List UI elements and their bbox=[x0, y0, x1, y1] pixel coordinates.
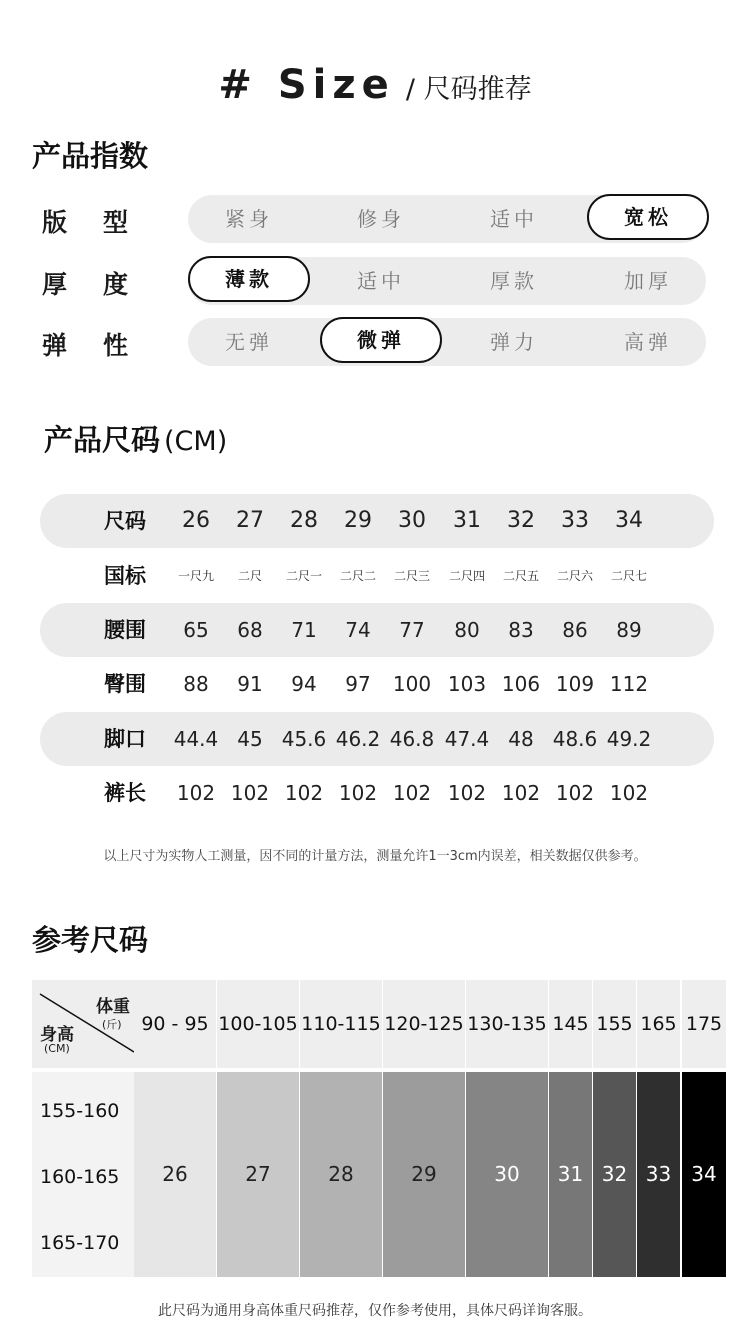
size-cell: 102 bbox=[230, 781, 270, 805]
size-cell: 102 bbox=[176, 781, 216, 805]
size-section-title-text: 产品尺码 bbox=[44, 423, 161, 457]
size-cell: 74 bbox=[345, 618, 371, 642]
height-range-label: 160-165 bbox=[40, 1166, 120, 1188]
size-cell: 二尺二 bbox=[339, 569, 376, 583]
size-cell: 88 bbox=[183, 672, 209, 696]
height-label: 身高 bbox=[40, 1025, 74, 1045]
index-row bbox=[0, 195, 750, 243]
index-option-selected: 薄款 bbox=[188, 256, 310, 302]
size-block-label: 31 bbox=[557, 1162, 584, 1186]
size-cell: 112 bbox=[609, 672, 649, 696]
size-cell: 89 bbox=[616, 618, 642, 642]
size-row-label: 国标 bbox=[104, 564, 146, 588]
size-heading: # Size bbox=[218, 62, 395, 108]
size-cell: 29 bbox=[344, 508, 372, 533]
size-row-label: 脚口 bbox=[104, 727, 146, 751]
size-cell: 45 bbox=[237, 727, 263, 751]
size-cell: 45.6 bbox=[281, 727, 327, 751]
size-row-label: 尺码 bbox=[104, 509, 146, 533]
size-cell: 46.8 bbox=[389, 727, 435, 751]
size-block-label: 28 bbox=[328, 1162, 354, 1186]
weight-header-label: 90 - 95 bbox=[141, 1013, 209, 1035]
weight-header-label: 175 bbox=[685, 1013, 723, 1035]
reference-section-title: 参考尺码 bbox=[32, 923, 149, 957]
index-row bbox=[0, 257, 750, 305]
size-cell: 91 bbox=[237, 672, 263, 696]
index-option: 无弹 bbox=[225, 330, 273, 354]
size-cell: 一尺九 bbox=[177, 569, 214, 583]
size-cell: 34 bbox=[615, 508, 643, 533]
size-row bbox=[40, 549, 714, 603]
size-cell: 83 bbox=[508, 618, 534, 642]
index-option-selected: 宽松 bbox=[587, 194, 709, 240]
size-cell: 102 bbox=[284, 781, 324, 805]
measurement-note: 以上尺寸为实物人工测量，因不同的计量方法，测量允许1一3cm内误差，相关数据仅供参考。 bbox=[103, 849, 647, 864]
size-cell: 30 bbox=[398, 508, 426, 533]
size-section-unit: (CM) bbox=[164, 426, 228, 457]
size-block-label: 32 bbox=[601, 1162, 628, 1186]
size-row-label: 腰围 bbox=[104, 618, 146, 642]
size-cell: 102 bbox=[609, 781, 649, 805]
size-cell: 27 bbox=[236, 508, 264, 533]
index-option-selected: 微弹 bbox=[320, 317, 442, 363]
size-cell: 26 bbox=[182, 508, 210, 533]
size-cell: 46.2 bbox=[335, 727, 381, 751]
size-cell: 49.2 bbox=[606, 727, 652, 751]
size-cell: 109 bbox=[555, 672, 595, 696]
index-option: 修身 bbox=[357, 207, 405, 231]
size-row bbox=[40, 657, 714, 711]
index-row-label: 版型 bbox=[42, 208, 165, 237]
size-cell: 二尺五 bbox=[502, 569, 539, 583]
size-cell: 二尺六 bbox=[556, 569, 593, 583]
size-cell: 44.4 bbox=[173, 727, 219, 751]
weight-unit: (斤) bbox=[102, 1018, 122, 1031]
weight-header-label: 155 bbox=[596, 1013, 633, 1035]
size-row-label: 裤长 bbox=[104, 781, 146, 805]
size-cell: 65 bbox=[183, 618, 209, 642]
size-subheading: / 尺码推荐 bbox=[405, 74, 532, 105]
size-block-label: 34 bbox=[691, 1162, 717, 1186]
size-cell: 94 bbox=[291, 672, 317, 696]
size-cell: 31 bbox=[453, 508, 481, 533]
size-cell: 100 bbox=[392, 672, 432, 696]
height-unit: (CM) bbox=[44, 1042, 70, 1055]
size-block-label: 27 bbox=[245, 1162, 271, 1186]
size-cell: 97 bbox=[345, 672, 371, 696]
size-row bbox=[40, 766, 714, 820]
grid-corner-header bbox=[32, 980, 134, 1068]
weight-header-label: 100-105 bbox=[218, 1013, 298, 1035]
size-cell: 二尺四 bbox=[448, 569, 485, 583]
index-option: 紧身 bbox=[225, 207, 273, 231]
size-cell: 102 bbox=[338, 781, 378, 805]
size-block-label: 29 bbox=[411, 1162, 437, 1186]
size-cell: 48.6 bbox=[552, 727, 598, 751]
index-option: 厚款 bbox=[490, 269, 538, 293]
size-cell: 71 bbox=[291, 618, 317, 642]
size-cell: 103 bbox=[447, 672, 487, 696]
size-cell: 68 bbox=[237, 618, 263, 642]
size-row bbox=[40, 603, 714, 657]
size-block-label: 26 bbox=[162, 1162, 188, 1186]
height-range-label: 155-160 bbox=[40, 1100, 120, 1122]
weight-header-label: 130-135 bbox=[467, 1013, 547, 1035]
size-cell: 86 bbox=[562, 618, 588, 642]
page-header bbox=[0, 62, 750, 108]
size-cell: 33 bbox=[561, 508, 589, 533]
index-option: 适中 bbox=[357, 269, 405, 293]
index-section-title: 产品指数 bbox=[32, 139, 149, 173]
size-cell: 77 bbox=[399, 618, 425, 642]
size-row bbox=[40, 712, 714, 766]
weight-header-label: 120-125 bbox=[384, 1013, 464, 1035]
size-cell: 二尺七 bbox=[610, 569, 647, 583]
size-row bbox=[40, 494, 714, 548]
size-cell: 106 bbox=[501, 672, 541, 696]
size-cell: 102 bbox=[501, 781, 541, 805]
size-cell: 102 bbox=[555, 781, 595, 805]
height-range-label: 165-170 bbox=[40, 1232, 120, 1254]
size-cell: 102 bbox=[447, 781, 487, 805]
size-section-title bbox=[44, 418, 227, 459]
size-cell: 80 bbox=[454, 618, 480, 642]
weight-header-label: 110-115 bbox=[301, 1013, 381, 1035]
weight-label: 体重 bbox=[96, 997, 130, 1017]
size-cell: 47.4 bbox=[444, 727, 490, 751]
index-row-label: 厚度 bbox=[42, 270, 165, 299]
weight-header-label: 145 bbox=[552, 1013, 589, 1035]
index-option: 适中 bbox=[490, 207, 538, 231]
index-option: 加厚 bbox=[624, 269, 672, 293]
size-cell: 二尺 bbox=[237, 569, 262, 583]
index-row-label: 弹性 bbox=[42, 331, 165, 360]
index-option: 弹力 bbox=[490, 330, 538, 354]
size-cell: 48 bbox=[508, 727, 534, 751]
reference-footer-note: 此尺码为通用身高体重尺码推荐，仅作参考使用，具体尺码详询客服。 bbox=[158, 1303, 592, 1319]
size-cell: 102 bbox=[392, 781, 432, 805]
size-cell: 二尺一 bbox=[285, 569, 322, 583]
size-cell: 二尺三 bbox=[393, 569, 430, 583]
size-cell: 32 bbox=[507, 508, 535, 533]
index-option: 高弹 bbox=[624, 330, 672, 354]
index-row bbox=[0, 318, 750, 366]
size-block-label: 33 bbox=[645, 1162, 672, 1186]
size-cell: 28 bbox=[290, 508, 318, 533]
weight-header-label: 165 bbox=[640, 1013, 677, 1035]
size-block-label: 30 bbox=[494, 1162, 520, 1186]
size-row-label: 臀围 bbox=[104, 672, 146, 696]
